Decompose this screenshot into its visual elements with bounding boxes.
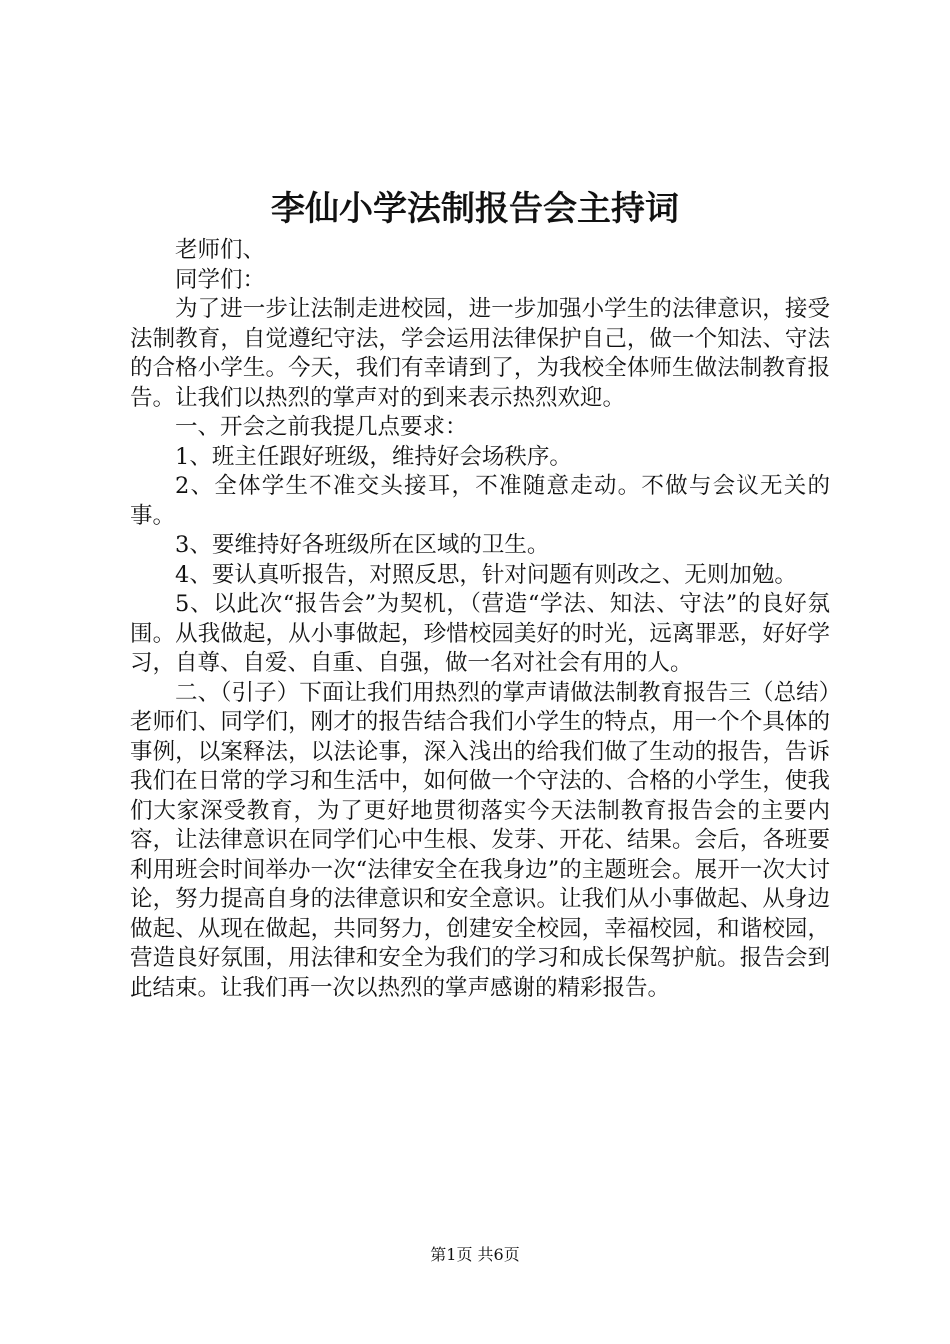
requirements-heading: 一、开会之前我提几点要求： [175,414,468,440]
document-body [130,236,830,1003]
requirement-item-2: 2、全体学生不准交头接耳，不准随意走动。不做与会议无关的事。 [130,473,830,529]
opening-paragraph: 为了进一步让法制走进校园，进一步加强小学生的法律意识，接受法制教育，自觉遵纪守法，学会运用法律保护自己，做一个知法、守法的合格小学生。今天，我们有幸请到了，为我校全体师生做法制教育报告。让我们以热烈的掌声对的到来表示热烈欢迎。 [130,296,830,411]
requirement-item-4: 4、要认真听报告，对照反思，针对问题有则改之、无则加勉。 [175,561,797,588]
requirement-item-5: 5、以此次“报告会”为契机，（营造“学法、知法、守法”的良好氛围。从我做起，从小事做起，珍惜校园美好的时光，远离罪恶，好好学习，自尊、自爱、自重、自强，做一名对社会有用的人。 [130,591,830,676]
salutation-students: 同学们： [175,266,266,293]
closing-paragraph: 二、（引子）下面让我们用热烈的掌声请做法制教育报告三（总结）老师们、同学们，刚才的报告结合我们小学生的特点，用一个个具体的事例，以案释法，以法论事，深入浅出的给我们做了生动的报告，告诉我们在日常的学习和生活中，如何做一个守法的、合格的小学生，使我们大家深受教育，为了更好地贯彻落实今天法制教育报告会的主要内容，让法律意识在同学们心中生根、发芽、开花、结果。会后，各班要利用班会时间举办一次“法律安全在我身边”的主题班会。展开一次大讨论，努力提高自身的法律意识和安全意识。让我们从小事做起、从身边做起、从现在做起，共同努力，创建安全校园，幸福校园，和谐校园，营造良好氛围，用法律和安全为我们的学习和成长保驾护航。报告会到此结束。让我们再一次以热烈的掌声感谢的精彩报告。 [130,679,830,1001]
document-title: 李仙小学法制报告会主持词 [271,189,679,229]
salutation-teachers: 老师们、 [175,237,266,263]
page-footer: 第1页 共6页 [430,1245,520,1264]
requirement-item-3: 3、要维持好各班级所在区域的卫生。 [175,532,550,558]
requirement-item-1: 1、班主任跟好班级，维持好会场秩序。 [175,443,572,470]
